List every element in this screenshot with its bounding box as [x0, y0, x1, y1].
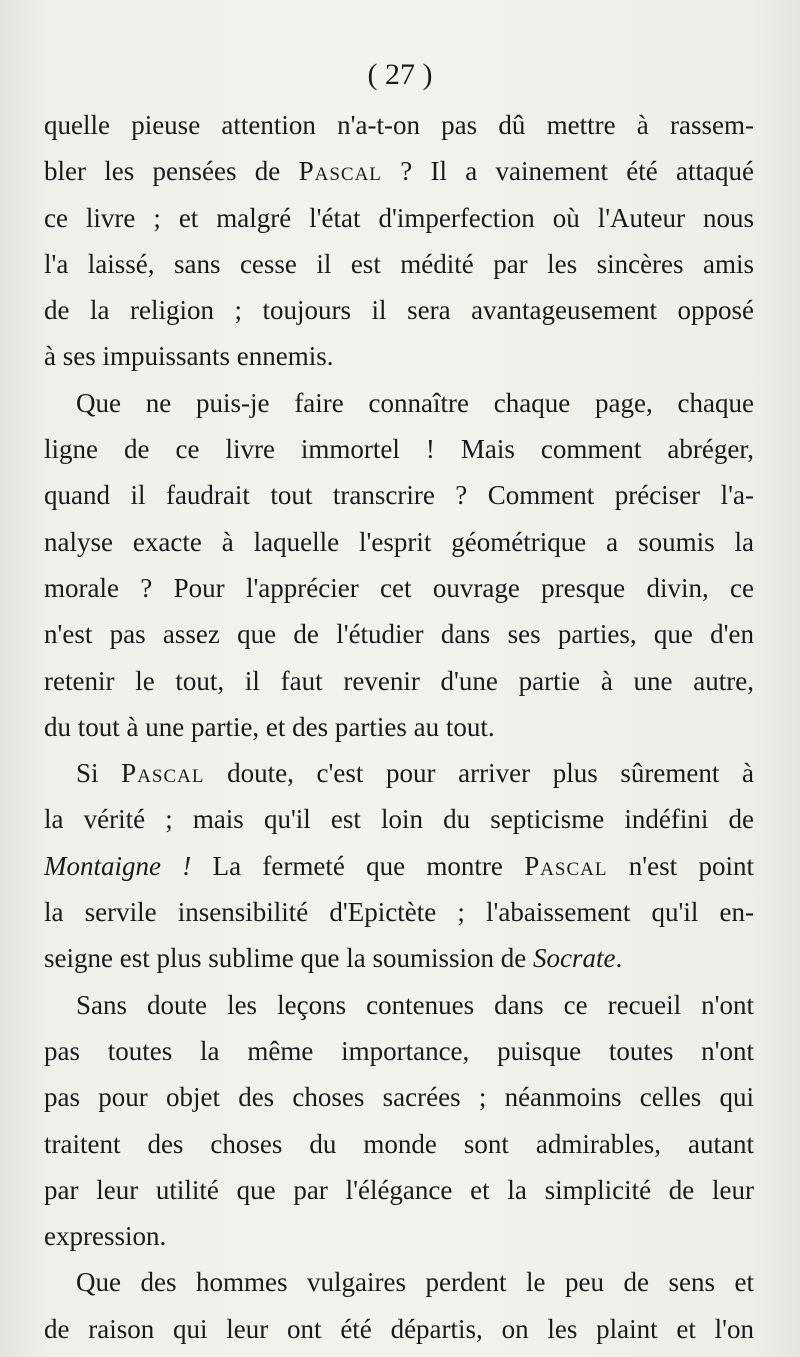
text-line — [44, 843, 754, 889]
text-line: du tout à une partie, et des parties au tout. — [44, 711, 495, 742]
text-line: par leur utilité que par l'élégance et la simplicité de leur — [44, 1174, 754, 1205]
italic-name: Montaigne ! — [44, 850, 192, 881]
text-line — [44, 148, 754, 194]
text-segment: bler les pensées de — [44, 156, 299, 187]
text-line — [44, 935, 754, 981]
text-line: ce livre ; et malgré l'état d'imperfection où l'Auteur nous — [44, 202, 754, 233]
text-line: de la religion ; toujours il sera avantageusement opposé — [44, 295, 754, 326]
text-line: à ses impuissants ennemis. — [44, 341, 334, 372]
paragraph — [44, 982, 754, 1260]
body-text — [44, 102, 754, 1352]
text-line: pas pour objet des choses sacrées ; néanmoins celles qui — [44, 1082, 754, 1113]
text-line: l'a laissé, sans cesse il est médité par les sincères amis — [44, 248, 754, 279]
text-segment: Si — [76, 758, 122, 789]
text-line: quelle pieuse attention n'a-t-on pas dû mettre à rassem- — [44, 110, 754, 140]
text-segment: . — [615, 943, 623, 974]
italic-segment — [44, 851, 191, 881]
text-line: ligne de ce livre immortel ! Mais comment abréger, — [44, 434, 754, 465]
small-caps-name: Pascal — [298, 156, 382, 187]
text-line: nalyse exacte à laquelle l'esprit géométrique a soumis la — [44, 526, 754, 557]
text-line — [44, 750, 754, 796]
paragraph — [44, 1259, 754, 1352]
italic-name: Socrate — [532, 943, 616, 974]
paragraph — [44, 750, 754, 981]
text-segment: ? Il a vainement été attaqué — [381, 156, 754, 187]
text-line: traitent des choses du monde sont admirables, autant — [44, 1128, 754, 1159]
text-line: la servile insensibilité d'Epictète ; l'abaissement qu'il en- — [44, 897, 754, 928]
text-line: quand il faudrait tout transcrire ? Comment préciser l'a- — [44, 480, 754, 511]
text-line: morale ? Pour l'apprécier cet ouvrage presque divin, ce — [44, 572, 754, 603]
text-line: la vérité ; mais qu'il est loin du septicisme indéfini de — [44, 804, 754, 835]
text-line: expression. — [44, 1221, 167, 1252]
text-line: de raison qui leur ont été départis, on les plaint et l'on — [44, 1313, 754, 1344]
small-caps-name: Pascal — [121, 758, 205, 789]
text-line: pas toutes la même importance, puisque toutes n'ont — [44, 1035, 754, 1066]
paragraph — [44, 102, 754, 380]
text-segment: n'est point — [607, 850, 754, 881]
page-number: ( 27 ) — [367, 58, 433, 91]
text-segment: La fermeté que montre — [191, 850, 525, 881]
small-caps-name: Pascal — [524, 850, 608, 881]
text-line: n'est pas assez que de l'étudier dans ses parties, que d'en — [44, 619, 754, 650]
text-line: Que des hommes vulgaires perdent le peu de sens et — [76, 1267, 754, 1298]
text-line: Que ne puis-je faire connaître chaque page, chaque — [76, 387, 754, 418]
text-segment: seigne est plus sublime que la soumission de — [44, 943, 533, 974]
paragraph — [44, 380, 754, 750]
italic-segment — [533, 943, 615, 973]
text-line: Sans doute les leçons contenues dans ce recueil n'ont — [76, 989, 754, 1020]
text-segment: doute, c'est pour arriver plus sûrement à — [204, 758, 754, 789]
text-line: retenir le tout, il faut revenir d'une partie à une autre, — [44, 665, 754, 696]
